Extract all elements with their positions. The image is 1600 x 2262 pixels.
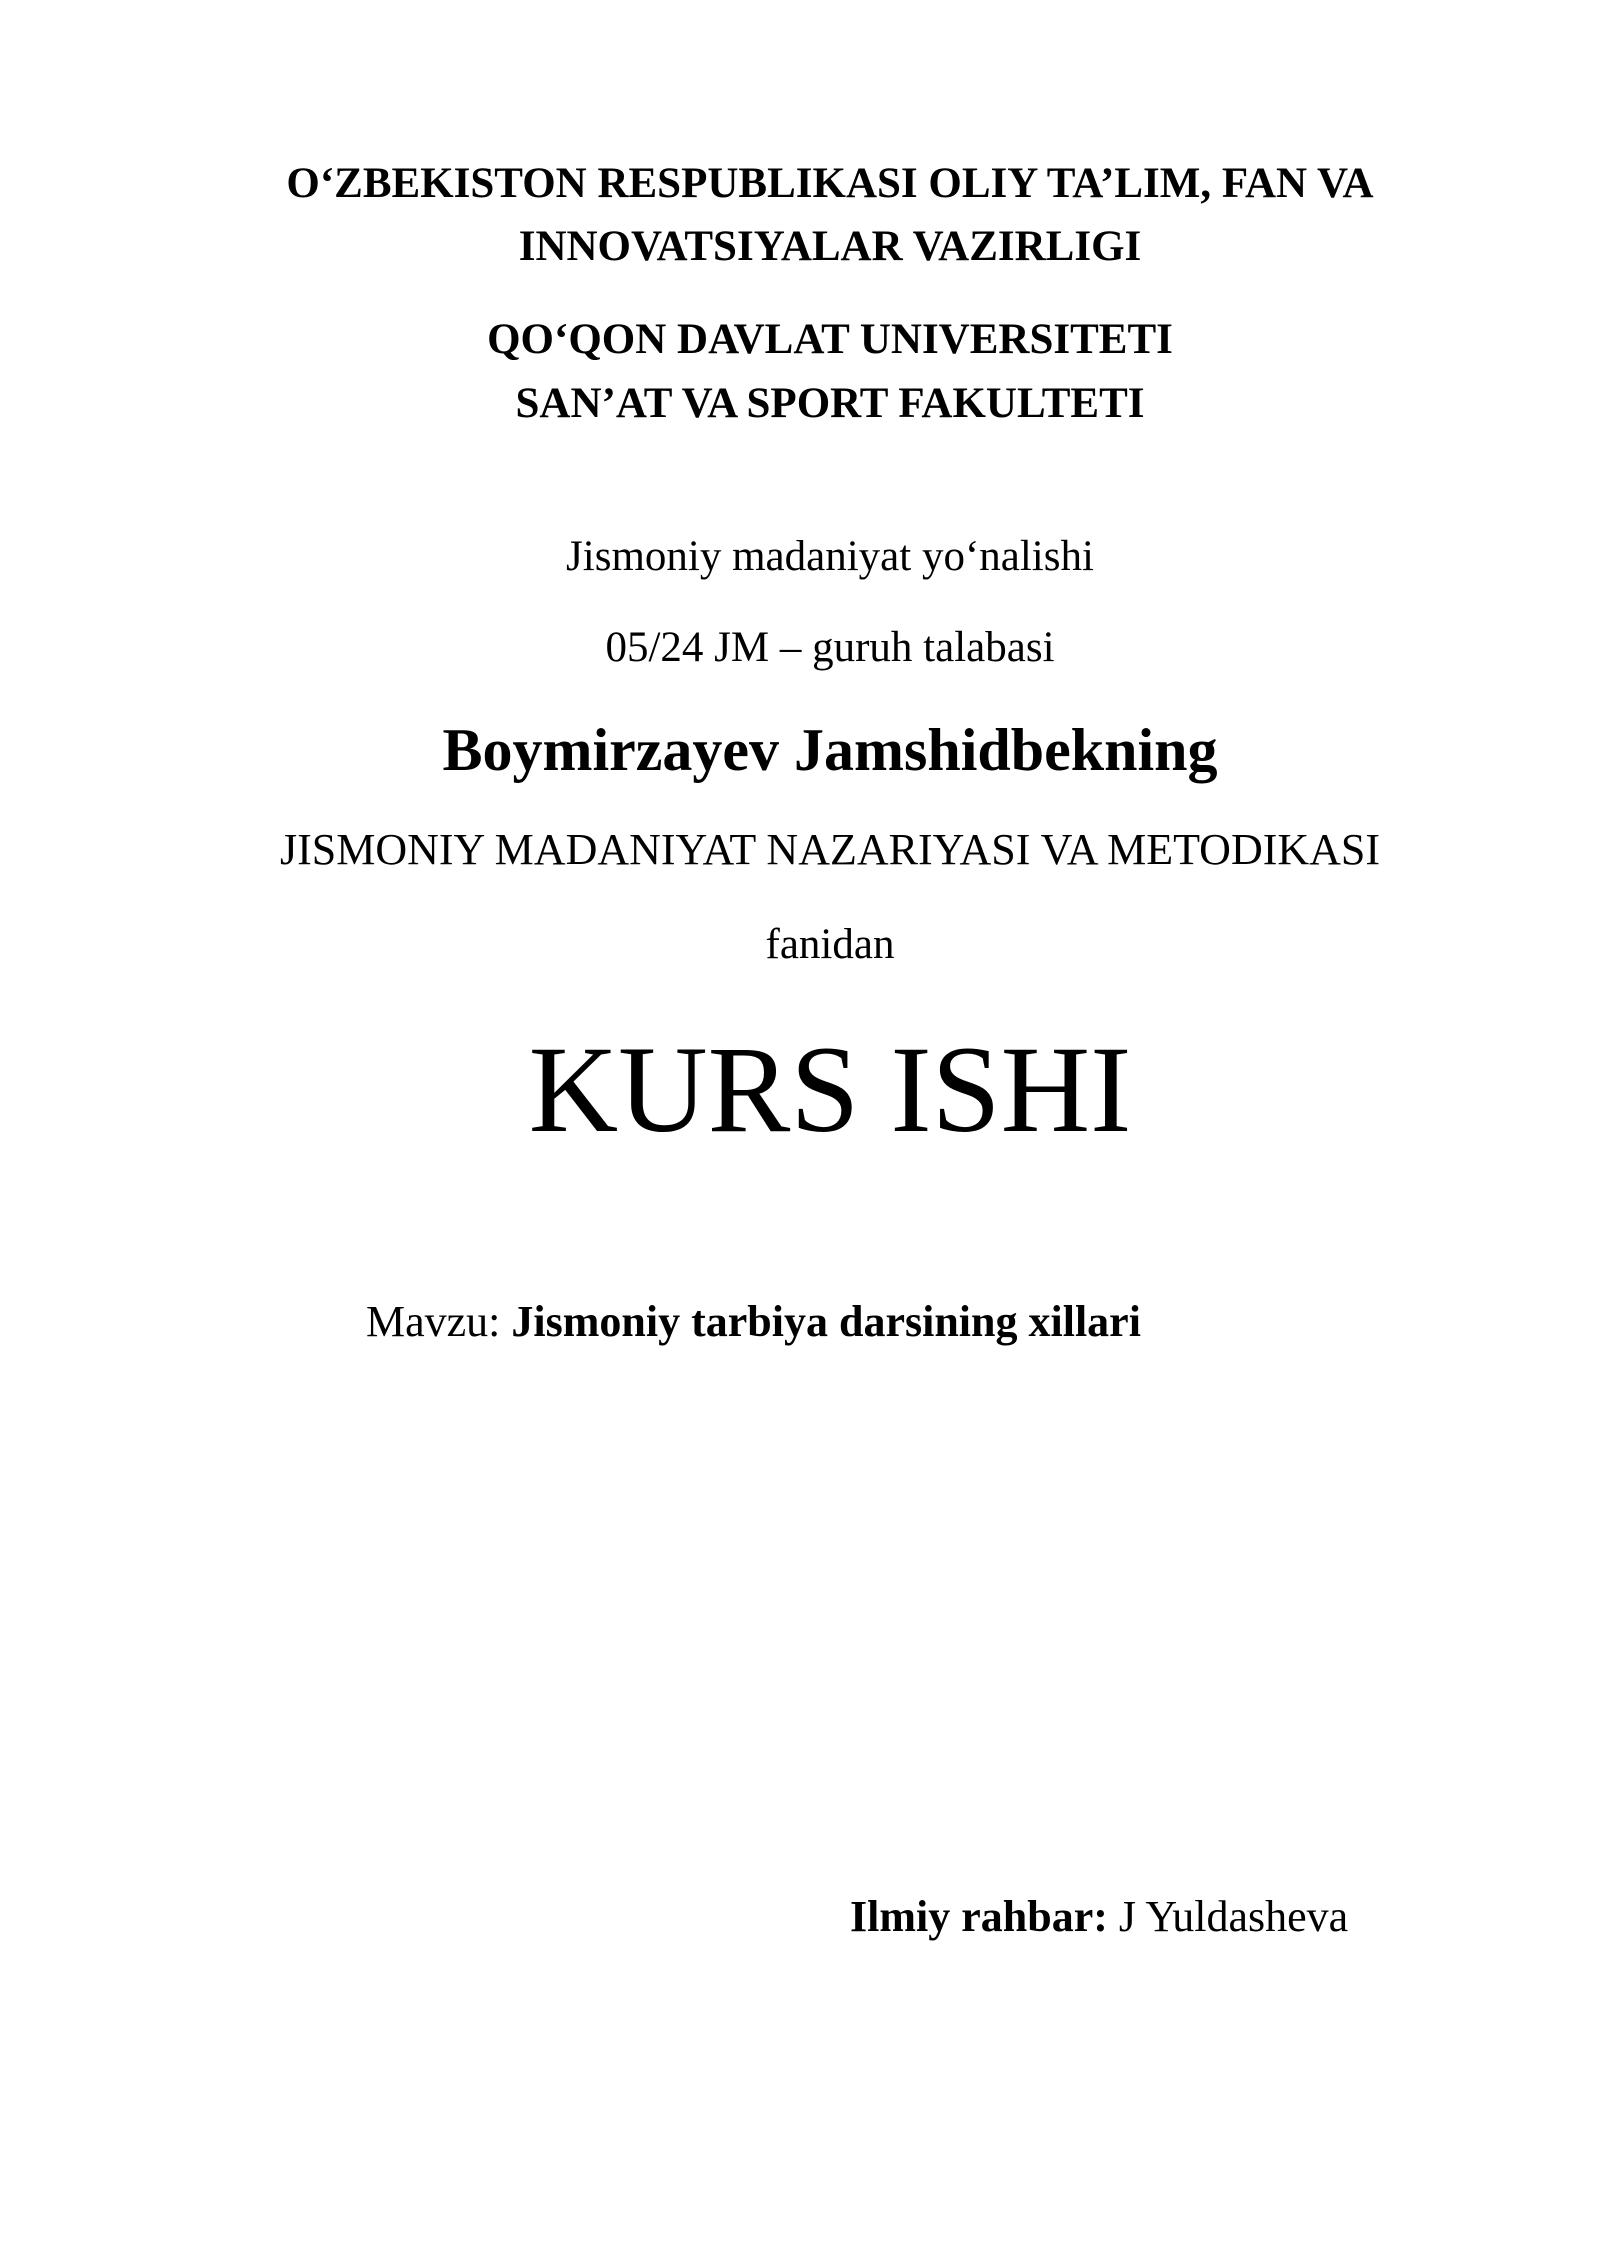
supervisor-name: J Yuldasheva xyxy=(1118,1892,1349,1941)
supervisor xyxy=(850,1892,1349,1941)
ministry-name-line1: O‘ZBEKISTON RESPUBLIKASI OLIY TA’LIM, FAN VA xyxy=(286,160,1374,207)
subject-name: JISMONIY MADANIYAT NAZARIYASI VA METODIKASI xyxy=(279,825,1381,874)
faculty-name: SAN’AT VA SPORT FAKULTETI xyxy=(515,380,1145,427)
topic-value: Jismoniy tarbiya darsining xillari xyxy=(511,1297,1141,1346)
ministry-name-line2: INNOVATSIYALAR VAZIRLIGI xyxy=(518,223,1142,270)
supervisor-label: Ilmiy rahbar: xyxy=(850,1892,1108,1941)
topic xyxy=(366,1297,1141,1346)
university-name: QO‘QON DAVLAT UNIVERSITETI xyxy=(487,316,1173,363)
document-title: KURS ISHI xyxy=(528,1021,1132,1158)
topic-label: Mavzu: xyxy=(366,1297,501,1346)
student-group: 05/24 JM – guruh talabasi xyxy=(605,624,1055,671)
student-name: Boymirzayev Jamshidbekning xyxy=(442,717,1218,783)
study-direction: Jismoniy madaniyat yo‘nalishi xyxy=(566,533,1094,580)
subject-suffix: fanidan xyxy=(765,921,895,968)
